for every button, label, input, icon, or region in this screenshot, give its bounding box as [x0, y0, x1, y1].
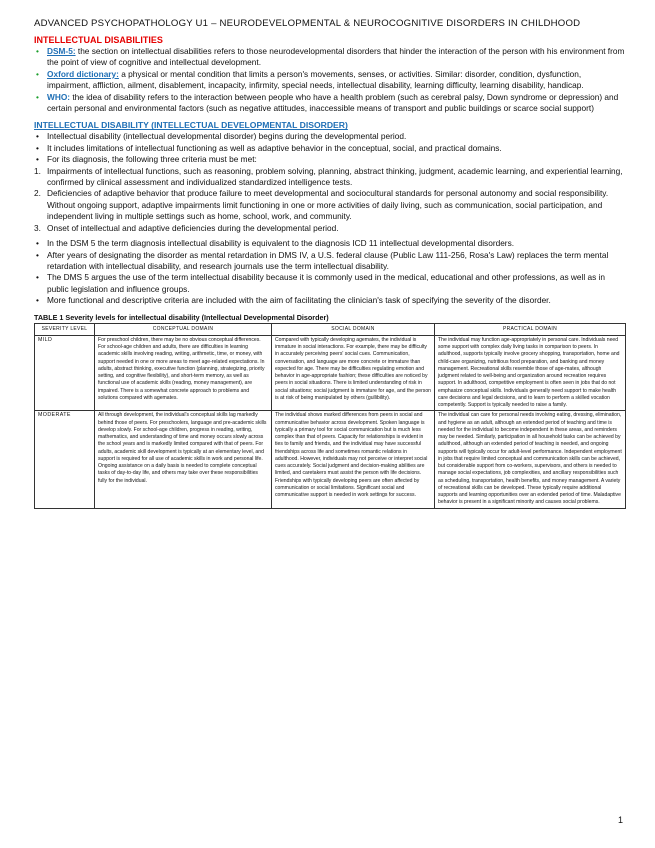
- criterion-number: 2.: [34, 188, 41, 199]
- definition-oxford: [34, 69, 625, 92]
- list-item: • Intellectual disability (intellectual developmental disorder) begins during the developmental period.: [34, 131, 625, 142]
- criterion-text: Impairments of intellectual functions, such as reasoning, problem solving, planning, abstract thinking, judgment, academic learning, and experiential learning, confirmed by clinical assessment and individualized standardized intelligence tests.: [47, 165, 623, 188]
- severity-level-cell: MILD: [35, 335, 95, 411]
- term-who: WHO:: [47, 91, 71, 102]
- conceptual-cell: All through development, the individual's conceptual skills lag markedly behind those of peers. For preschoolers, language and pre-academic skills develop slowly. For school-age children, progress in reading, writing, mathematics, and understanding of time and money occurs slowly across the school years and is markedly limited compared with that of peers. For adults, academic skill development is typically at an elementary level, and support is required for all use of academic skills in work and personal life. Ongoing assistance on a daily basis is needed to complete conceptual tasks of day-to-day life, and others may take over these responsibilities fully for the individual.: [95, 411, 272, 508]
- definition-dsm5: [34, 46, 625, 69]
- definition-text: the idea of disability refers to the interaction between people who have a health problem (such as cerebral palsy, Down syndrome or depression) and certain personal and environmental factors (such as negative attitudes, inaccessible means of transport and public buildings or scarce social support): [47, 91, 619, 114]
- criterion-item: [34, 223, 625, 234]
- term-dsm5: DSM-5:: [47, 46, 76, 56]
- criterion-number: 3.: [34, 222, 41, 233]
- list-item: • For its diagnosis, the following three criteria must be met:: [34, 154, 625, 165]
- document-title: ADVANCED PSYCHOPATHOLOGY U1 – NEURODEVELOPMENTAL & NEUROCOGNITIVE DISORDERS IN CHILDHOOD: [34, 18, 581, 29]
- list-item: • It includes limitations of intellectual functioning as well as adaptive behavior in the conceptual, social, and practical domains.: [34, 143, 625, 154]
- overview-list: [34, 131, 625, 165]
- header-practical-domain: PRACTICAL DOMAIN: [435, 323, 626, 335]
- page-number: 1: [618, 815, 624, 825]
- section-heading-intellectual-disability: INTELLECTUAL DISABILITY (INTELLECTUAL DEVELOPMENTAL DISORDER): [34, 120, 348, 131]
- notes-list: [34, 238, 625, 306]
- practical-cell: The individual can care for personal needs involving eating, dressing, elimination, and hygiene as an adult, although an extended period of teaching and time is needed for the individual to become independent in these areas, and reminders may be needed. Similarly, participation in all household tasks can be achieved by adulthood, although an extended period of teaching is needed, and ongoing supports will typically occur for adult-level performance. Independent employment in jobs that require limited conceptual and communication skills can be achieved, but considerable support from co-workers, supervisors, and others is needed to manage social expectations, job complexities, and ancillary responsibilities such as scheduling, transportation, health benefits, and money management. A variety of recreational skills can be developed. These typically require additional supports and learning opportunities over an extended period of time. Maladaptive behavior is present in a significant minority and causes social problems.: [435, 411, 626, 508]
- criterion-text: Deficiencies of adaptive behavior that produce failure to meet developmental and sociocultural standards for personal autonomy and social responsibility. Without ongoing support, adaptive impairments limit functioning in one or more activities of daily living, such as communication, social participation, and independent living in multiple settings such as home, school, work, and community.: [47, 188, 609, 222]
- table-header-row: [35, 323, 626, 335]
- term-oxford: Oxford dictionary:: [47, 68, 119, 79]
- list-item: • In the DSM 5 the term diagnosis intellectual disability is equivalent to the diagnosis ICD 11 intellectual developmental disorders.: [34, 238, 625, 249]
- severity-table: [34, 323, 626, 509]
- table-row: [35, 411, 626, 508]
- header-conceptual-domain: CONCEPTUAL DOMAIN: [95, 323, 272, 335]
- criteria-list: [34, 166, 625, 234]
- header-severity-level: SEVERITY LEVEL: [35, 323, 95, 335]
- criterion-text: Onset of intellectual and adaptive deficiencies during the developmental period.: [47, 222, 339, 233]
- severity-level-cell: MODERATE: [35, 411, 95, 508]
- definition-text: the section on intellectual disabilities refers to those neurodevelopmental disorders that hinder the interaction of the person with his environment from the point of view of cognitive and intellectual development.: [47, 46, 625, 68]
- definition-who: [34, 92, 625, 115]
- social-cell: The individual shows marked differences from peers in social and communicative behavior across development. Spoken language is typically a primary tool for social communication but is much less complex than that of peers. Capacity for relationships is evident in ties to family and friends, and the individual may have successful friendships across life and sometimes romantic relations in adulthood. However, individuals may not perceive or interpret social cues accurately. Social judgment and decision-making abilities are limited, and caretakers must assist the person with life decisions. Friendships with typically developing peers are often affected by communication or social limitations. Significant social and communicative support is needed in work settings for success.: [272, 411, 435, 508]
- social-cell: Compared with typically developing agemates, the individual is immature in social interactions. For example, there may be difficulty in accurately perceiving peers' social cues. Communication, conversation, and language are more concrete or immature than expected for age. There may be difficulties regulating emotion and behavior in age-appropriate fashion; these difficulties are noticed by peers in social situations. There is limited understanding of risk in social situations; social judgment is immature for age, and the person is at risk of being manipulated by others (gullibility).: [272, 335, 435, 411]
- section-heading-intellectual-disabilities: INTELLECTUAL DISABILITIES: [34, 35, 163, 45]
- list-item: • More functional and descriptive criteria are included with the aim of facilitating the clinician's task of specifying the severity of the disorder.: [34, 295, 625, 306]
- definition-text: a physical or mental condition that limits a person's movements, senses, or activities. Similar: disorder, condition, dysfunction, impairment, affliction, ailment, disablement, incapacity, infirmity, special needs, intellectual disability, learning difficulty, learning disability, handicap.: [47, 68, 584, 91]
- list-item: • After years of designating the disorder as mental retardation in DMS IV, a U.S. federal clause (Public Law 111-256, Rosa's Law) replaces the term mental retardation with intellectual disability, and research journals use the term intellectual disability.: [34, 250, 625, 273]
- criterion-item: [34, 166, 625, 189]
- conceptual-cell: For preschool children, there may be no obvious conceptual differences. For school-age children and adults, there are difficulties in learning academic skills involving reading, writing, arithmetic, time, or money, with support needed in one or more areas to meet age-related expectations. In adults, abstract thinking, executive function (planning, strategizing, priority setting, and cognitive flexibility), and short-term memory, as well as functional use of academic skills (reading, money management), are impaired. There is a somewhat concrete approach to problems and solutions compared with agemates.: [95, 335, 272, 411]
- table-caption: TABLE 1 Severity levels for intellectual disability (Intellectual Developmental Disorder): [34, 312, 329, 322]
- table-row: [35, 335, 626, 411]
- header-social-domain: SOCIAL DOMAIN: [272, 323, 435, 335]
- practical-cell: The individual may function age-appropriately in personal care. Individuals need some support with complex daily living tasks in comparison to peers. In adulthood, supports typically involve grocery shopping, transportation, home and child-care organizing, nutritious food preparation, and banking and money management. Recreational skills resemble those of age-mates, although judgment related to well-being and organization around recreation requires support. In adulthood, competitive employment is often seen in jobs that do not emphasize conceptual skills. Individuals generally need support to make health care decisions and legal decisions, and to learn to perform a skilled vocation competently. Support is typically needed to raise a family.: [435, 335, 626, 411]
- list-item: • The DMS 5 argues the use of the term intellectual disability because it is commonly used in the medical, educational and other professions, as well as in public legislation and influence groups.: [34, 272, 625, 295]
- criterion-item: [34, 188, 625, 222]
- definitions-list: [34, 46, 625, 114]
- criterion-number: 1.: [34, 165, 41, 176]
